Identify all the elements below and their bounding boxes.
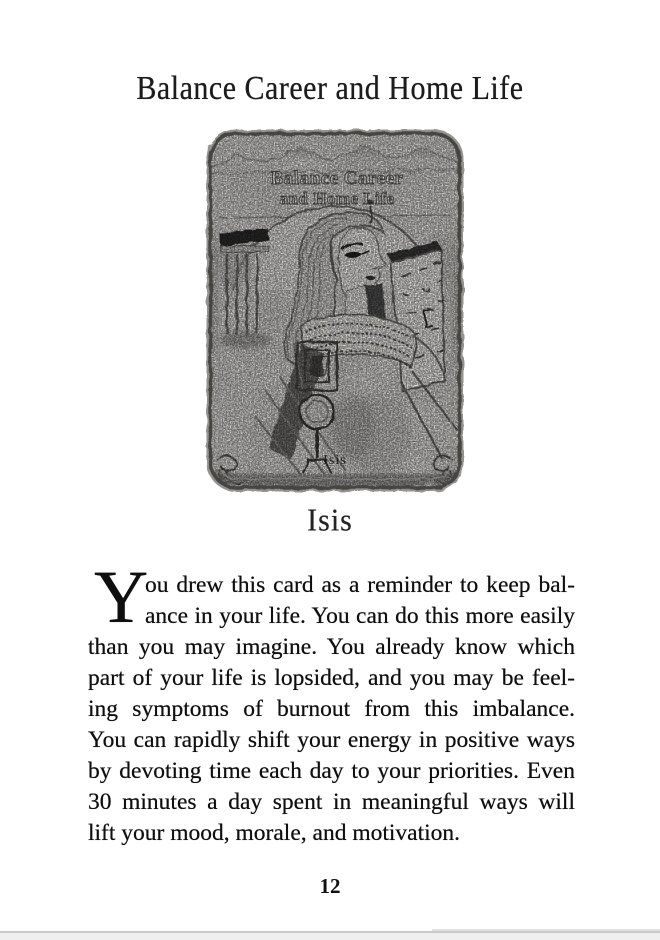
body-line: ou drew this card as a reminder to keep bal- (145, 572, 575, 598)
body-line: than you may imagine. You already know which (88, 634, 575, 660)
drop-cap: Y (94, 556, 149, 639)
body-paragraph (88, 556, 575, 849)
body-line: by devoting time each day to your priorities. Even (88, 758, 575, 784)
body-line: ing symptoms of burnout from this imbalance. (88, 696, 575, 722)
body-line: 30 minutes a day spent in meaningful ways will (88, 789, 575, 815)
body-line: lift your mood, morale, and motivation. (88, 820, 461, 846)
scan-grain-overlay (205, 128, 465, 493)
scan-artifact-line-right (432, 929, 660, 931)
page-title: Balance Career and Home Life (136, 70, 524, 107)
card-caption: Isis (307, 503, 353, 538)
oracle-card-svg (205, 128, 465, 493)
body-line: ance in your life. You can do this more easily (145, 603, 575, 629)
body-line: part of your life is lopsided, and you may be feel- (88, 665, 575, 691)
scan-artifact-band (0, 933, 660, 940)
body-line: You can rapidly shift your energy in positive ways (88, 727, 575, 753)
oracle-card-illustration (205, 128, 465, 493)
card-interior (205, 128, 465, 493)
page-number: 12 (319, 874, 341, 898)
